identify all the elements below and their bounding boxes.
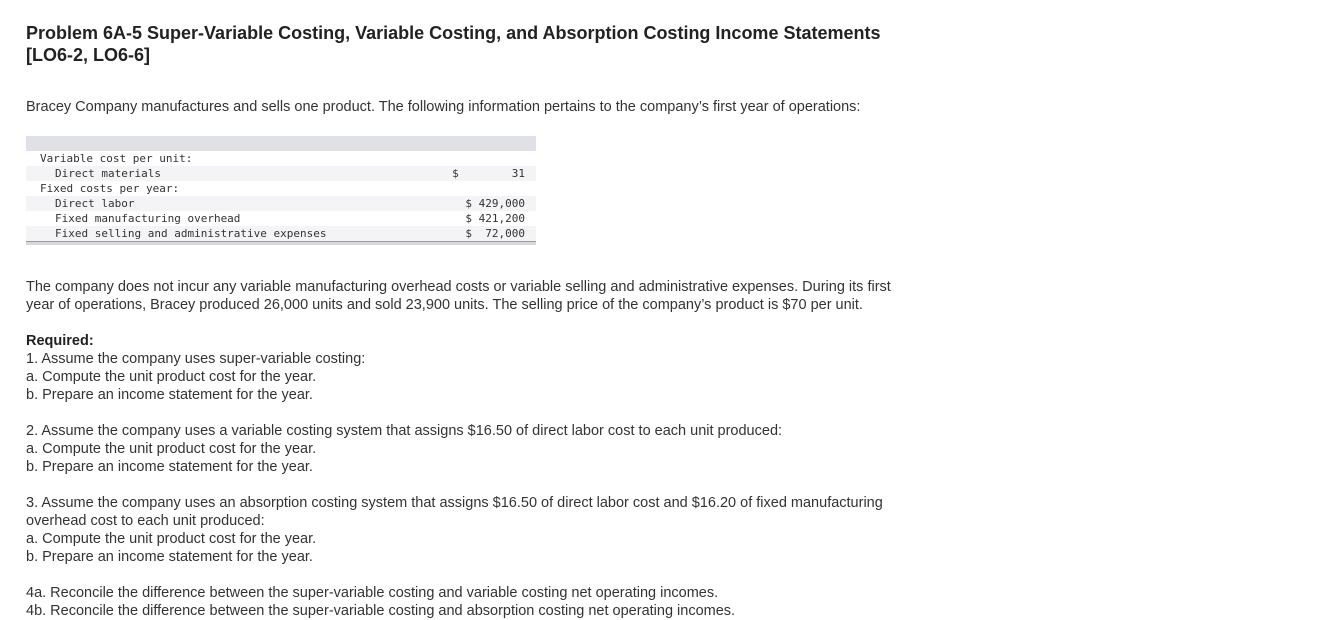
question-1b: b. Prepare an income statement for the year. xyxy=(26,387,313,403)
row-value xyxy=(444,181,536,196)
cost-table-container xyxy=(26,136,536,245)
table-row xyxy=(26,226,536,241)
cost-table xyxy=(26,151,536,241)
table-row xyxy=(26,151,536,166)
intro-text: Bracey Company manufactures and sells one product. The following information pertains to the company’s first year of operations: xyxy=(26,99,861,115)
table-footer-bar xyxy=(26,241,536,245)
required-heading: Required: xyxy=(26,333,94,349)
question-3-intro: 3. Assume the company uses an absorption costing system that assigns $16.50 of direct labor cost and $16.20 of fixed manufacturing xyxy=(26,495,883,511)
question-1a: a. Compute the unit product cost for the year. xyxy=(26,369,317,385)
question-3b: b. Prepare an income statement for the year. xyxy=(26,549,313,565)
question-2a: a. Compute the unit product cost for the year. xyxy=(26,441,317,457)
question-4-block xyxy=(26,584,986,620)
description-line: The company does not incur any variable manufacturing overhead costs or variable selling and administrative expenses. During its first xyxy=(26,279,891,295)
table-row xyxy=(26,166,536,181)
title-line-1: Problem 6A-5 Super-Variable Costing, Variable Costing, and Absorption Costing Income Statements xyxy=(26,23,881,43)
question-3a: a. Compute the unit product cost for the year. xyxy=(26,531,317,547)
question-2-block xyxy=(26,422,986,476)
question-3-intro-cont: overhead cost to each unit produced: xyxy=(26,513,265,529)
question-4a: 4a. Reconcile the difference between the super-variable costing and variable costing net operating incomes. xyxy=(26,585,719,601)
description-line: year of operations, Bracey produced 26,000 units and sold 23,900 units. The selling price of the company’s product is $70 per unit. xyxy=(26,297,863,313)
row-label: Fixed manufacturing overhead xyxy=(55,212,241,225)
table-row xyxy=(26,181,536,196)
table-row xyxy=(26,196,536,211)
row-label: Direct materials xyxy=(26,166,444,181)
row-value: $ 429,000 xyxy=(444,196,536,211)
question-2b: b. Prepare an income statement for the year. xyxy=(26,459,313,475)
question-4b: 4b. Reconcile the difference between the super-variable costing and absorption costing net operating incomes. xyxy=(26,603,736,619)
table-row xyxy=(26,211,536,226)
row-value xyxy=(444,151,536,166)
row-label: Fixed costs per year: xyxy=(40,182,180,195)
question-2-intro: 2. Assume the company uses a variable costing system that assigns $16.50 of direct labor cost to each unit produced: xyxy=(26,423,783,439)
problem-title xyxy=(26,22,966,66)
row-label: Fixed selling and administrative expenses xyxy=(26,226,444,241)
row-label: Variable cost per unit: xyxy=(40,152,193,165)
table-header-bar xyxy=(26,136,536,151)
required-section xyxy=(26,332,986,404)
row-value: $ 72,000 xyxy=(444,226,536,241)
question-1-intro: 1. Assume the company uses super-variable costing: xyxy=(26,351,366,367)
row-label: Direct labor xyxy=(26,196,444,211)
description-paragraph xyxy=(26,278,986,314)
row-value: $ 31 xyxy=(444,166,536,181)
title-line-2: [LO6-2, LO6-6] xyxy=(26,45,151,65)
row-value: $ 421,200 xyxy=(465,212,525,225)
question-3-block xyxy=(26,494,986,566)
